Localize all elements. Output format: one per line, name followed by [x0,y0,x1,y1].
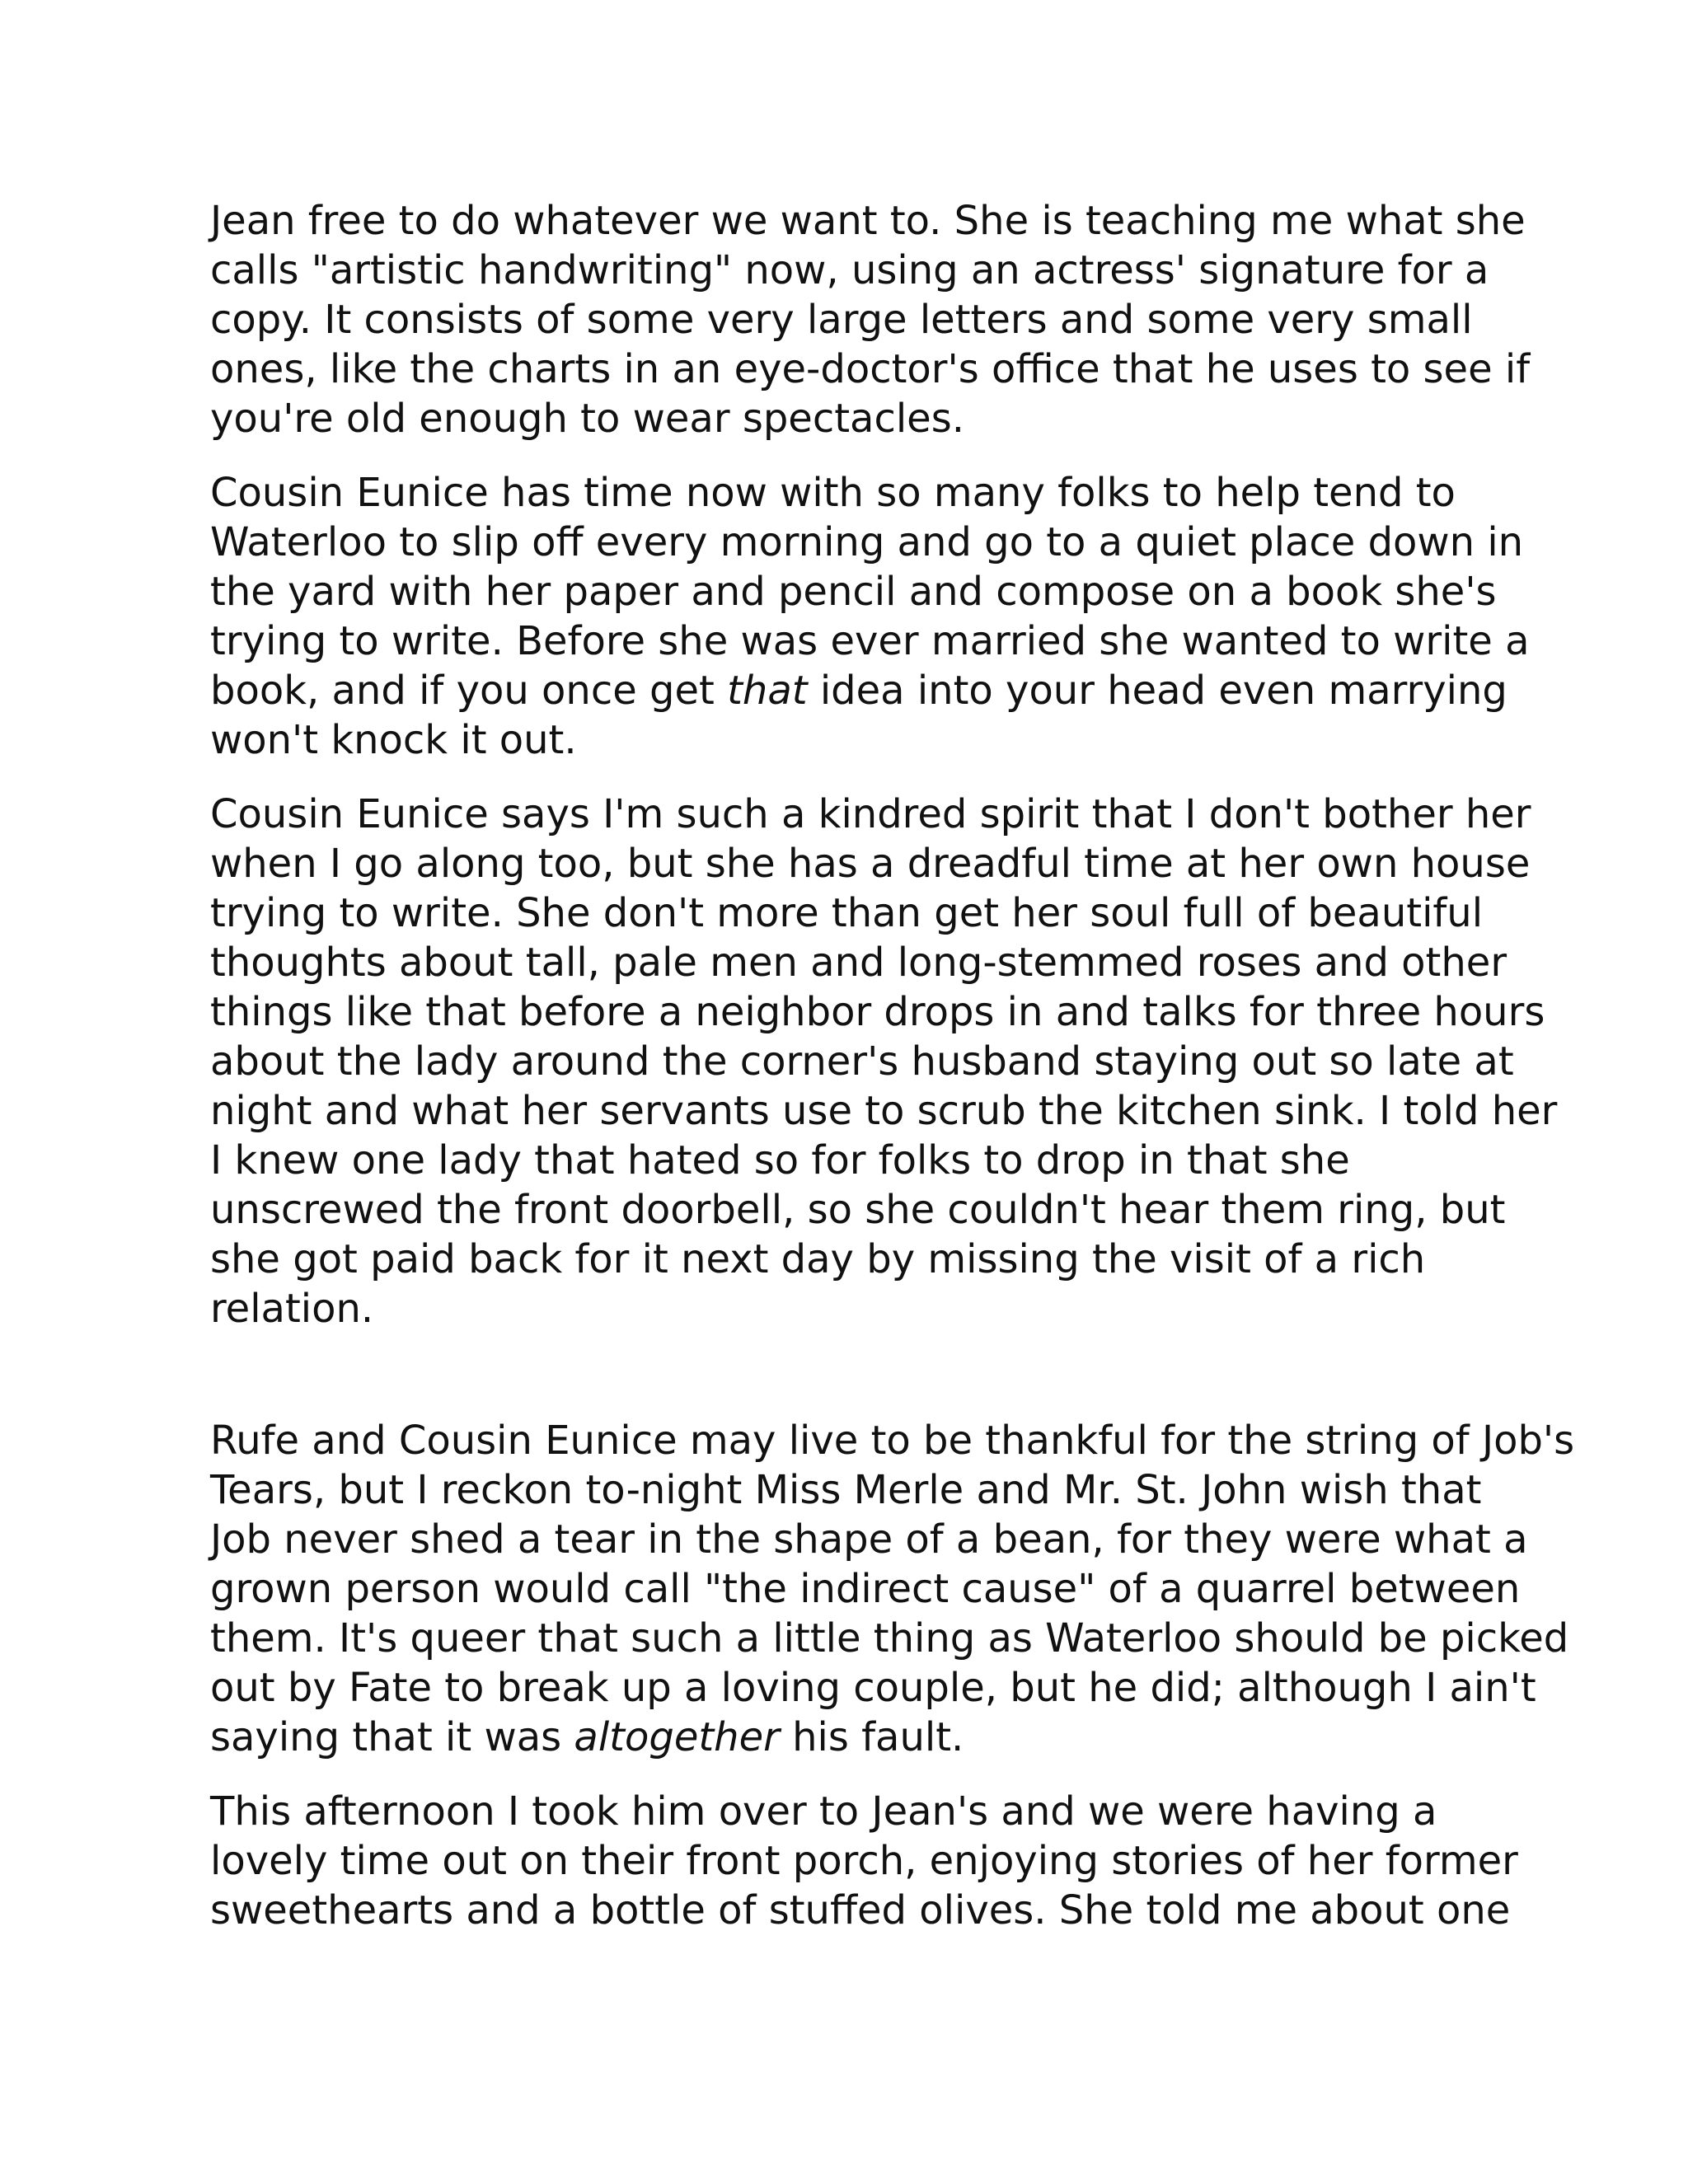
paragraph-5 [210,1787,1529,1935]
paragraph-2 [210,468,1529,765]
text-line: copy. It consists of some very large letters and some very small [210,297,1473,343]
text-line: Cousin Eunice has time now with so many folks to help tend to [210,470,1456,516]
text-line: ones, like the charts in an eye-doctor's office that he uses to see if [210,346,1531,392]
text-line: relation. [210,1286,374,1332]
text-line: the yard with her paper and pencil and compose on a book she's [210,569,1497,615]
text-line: Job never shed a tear in the shape of a bean, for they were what a [210,1516,1528,1563]
text-line: sweethearts and a bottle of stuffed olives. She told me about one [210,1887,1511,1933]
text-line: Jean free to do whatever we want to. She is teaching me what she [210,198,1526,244]
paragraph-4 [210,1416,1575,1762]
text-line: calls "artistic handwriting" now, using an actress' signature for a [210,247,1489,293]
text-line: I knew one lady that hated so for folks to drop in that she [210,1137,1350,1183]
text-line [210,1713,1529,1762]
text-line: when I go along too, but she has a dreadful time at her own house [210,841,1531,887]
text-line: grown person would call "the indirect cause" of a quarrel between [210,1566,1521,1612]
text-line: Cousin Eunice says I'm such a kindred spirit that I don't bother her [210,791,1531,837]
text-segment: idea into your head even marrying [807,668,1507,714]
text-line [210,666,1529,715]
text-line: lovely time out on their front porch, enjoying stories of her former [210,1838,1518,1884]
text-line: thoughts about tall, pale men and long-stemmed roses and other [210,940,1507,986]
paragraph-spacer [210,765,1529,790]
text-line: This afternoon I took him over to Jean's and we were having a [210,1788,1437,1835]
italic-text: altogether [574,1714,780,1760]
paragraph-spacer [210,1762,1529,1787]
text-segment: saying that it was [210,1714,574,1760]
text-line: about the lady around the corner's husband staying out so late at [210,1038,1514,1085]
text-line: she got paid back for it next day by missing the visit of a rich [210,1236,1426,1282]
text-line: out by Fate to break up a loving couple, but he did; although I ain't [210,1665,1536,1711]
text-line: trying to write. She don't more than get her soul full of beautiful [210,890,1484,936]
text-line: Tears, but I reckon to-night Miss Merle and Mr. St. John wish that [210,1467,1482,1513]
text-line: them. It's queer that such a little thing as Waterloo should be picked [210,1615,1569,1661]
text-line: Rufe and Cousin Eunice may live to be thankful for the string of Job's [210,1418,1575,1464]
paragraph-3 [210,790,1558,1333]
paragraph-1 [210,196,1529,443]
text-segment: book, and if you once get [210,668,728,714]
text-line: unscrewed the front doorbell, so she couldn't hear them ring, but [210,1187,1506,1233]
section-spacer [210,1333,1529,1416]
text-line: won't knock it out. [210,717,577,763]
text-segment: his fault. [779,1714,964,1760]
body-text [210,196,1575,1935]
text-line: trying to write. Before she was ever married she wanted to write a [210,618,1530,664]
text-line: Waterloo to slip off every morning and go to a quiet place down in [210,519,1524,565]
text-line: you're old enough to wear spectacles. [210,396,964,442]
paragraph-spacer [210,443,1529,468]
text-line: things like that before a neighbor drops in and talks for three hours [210,989,1545,1035]
text-line: night and what her servants use to scrub the kitchen sink. I told her [210,1088,1558,1134]
italic-text: that [727,668,808,714]
